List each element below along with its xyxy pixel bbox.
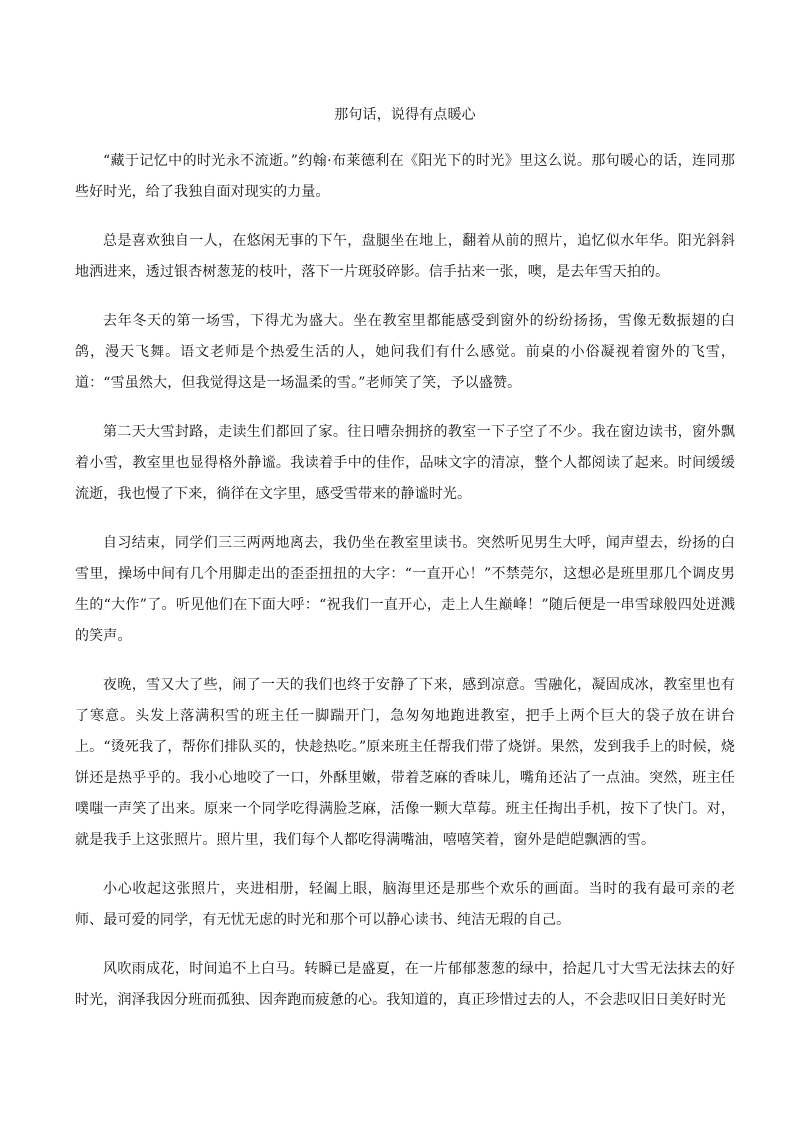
essay-title: 那句话，说得有点暖心 [334,107,476,123]
paragraph-6: 夜晚，雪又大了些，闹了一天的我们也终于安静了下来，感到凉意。雪融化，凝固成冰，教室里也有了寒意。头发上落满积雪的班主任一脚踹开门，急匆匆地跑进教室，把手上两个巨大的袋子放在讲台上。“烫死我了，帮你们排队买的，快趁热吃。”原来班主任帮我们带了烧饼。果然，发到我手上的时候，烧饼还是热乎乎的。我小心地咬了一口，外酥里嫩，带着芝麻的香味儿，嘴角还沾了一点油。突然，班主任噗嗤一声笑了出来。原来一个同学吃得满脸芝麻，活像一颗大草莓。班主任掏出手机，按下了快门。对，就是我手上这张照片。照片里，我们每个人都吃得满嘴油，嘻嘻笑着，窗外是皑皑飘洒的雪。 [75,677,735,848]
paragraph-1: “藏于记忆中的时光永不流逝。”约翰·布莱德利在《阳光下的时光》里这么说。那句暖心的话，连同那些好时光，给了我独自面对现实的力量。 [75,153,735,200]
paragraph-2: 总是喜欢独自一人，在悠闲无事的下午，盘腿坐在地上，翻着从前的照片，追忆似水年华。阳光斜斜地洒进来，透过银杏树葱茏的枝叶，落下一片斑驳碎影。信手拈来一张，噢，是去年雪天拍的。 [75,233,735,280]
document-body [75,100,735,1034]
paragraph-4: 第二天大雪封路，走读生们都回了家。往日嘈杂拥挤的教室一下子空了不少。我在窗边读书，窗外飘着小雪，教室里也显得格外静谧。我读着手中的佳作，品味文字的清凉，整个人都阅读了起来。时间缓缓流逝，我也慢了下来，徜徉在文字里，感受雪带来的静谧时光。 [75,424,735,502]
paragraph-7: 小心收起这张照片，夹进相册，轻阖上眼，脑海里还是那些个欢乐的画面。当时的我有最可亲的老师、最可爱的同学，有无忧无虑的时光和那个可以静心读书、纯洁无瑕的自己。 [75,881,735,928]
paragraph-3: 去年冬天的第一场雪，下得尤为盛大。坐在教室里都能感受到窗外的纷纷扬扬，雪像无数振翅的白鸽，漫天飞舞。语文老师是个热爱生活的人，她问我们有什么感觉。前桌的小俗凝视着窗外的飞雪，道：“雪虽然大，但我觉得这是一场温柔的雪。”老师笑了笑，予以盛赞。 [75,313,735,391]
paragraph-8: 风吹雨成花，时间追不上白马。转瞬已是盛夏，在一片郁郁葱葱的绿中，拾起几寸大雪无法抹去的好时光，润泽我因分班而孤独、因奔跑而疲惫的心。我知道的，真正珍惜过去的人，不会悲叹旧日美好时光 [75,961,735,1008]
paragraph-5: 自习结束，同学们三三两两地离去，我仍坐在教室里读书。突然听见男生大呼，闻声望去，纷扬的白雪里，操场中间有几个用脚走出的歪歪扭扭的大字：“一直开心！”不禁莞尔，这想必是班里那几个调皮男生的“大作”了。听见他们在下面大呼：“祝我们一直开心，走上人生巅峰！”随后便是一串雪球般四处迸溅的笑声。 [75,535,735,644]
